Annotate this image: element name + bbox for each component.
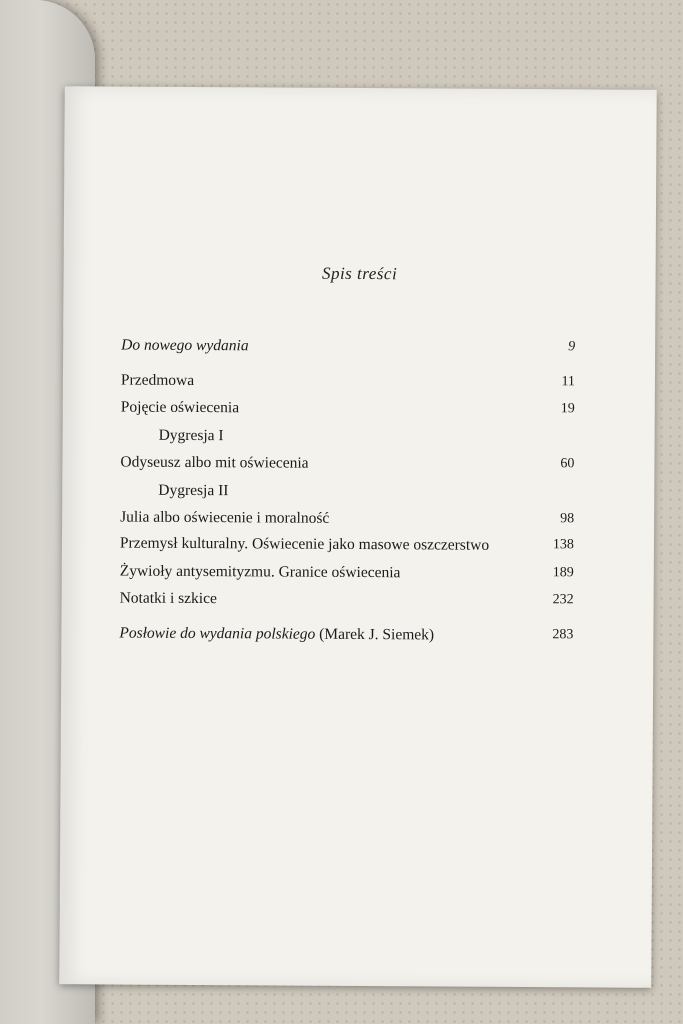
toc-entry-odyseusz (120, 454, 574, 481)
toc-entry-page: 232 (552, 592, 574, 608)
toc-entry-zywioly-antysemityzmu (120, 563, 574, 590)
toc-entry-label: Do nowego wydania (121, 336, 249, 355)
toc-entry-page: 11 (561, 374, 575, 390)
toc-entry-label: Dygresja I (158, 426, 224, 445)
toc-entry-page: 60 (560, 456, 575, 472)
toc-entry-page: 19 (560, 401, 575, 417)
toc-title: Spis treści (321, 263, 398, 284)
toc-entry-page: 9 (568, 339, 576, 355)
toc-entry-przedmowa (121, 372, 575, 399)
toc-entry-label-italic: Posłowie do wydania polskiego (119, 624, 316, 643)
toc-entry-label-author: (Marek J. Siemek) (315, 625, 435, 644)
toc-entry-dygresja-i (121, 427, 575, 454)
toc-entry-page: 189 (552, 565, 574, 581)
toc-entry-page: 98 (560, 511, 575, 527)
toc-entry-do-nowego-wydania (121, 337, 575, 364)
toc-entry-page: 138 (552, 537, 575, 553)
toc-entry-dygresja-ii (120, 482, 574, 509)
toc-entry-label: Julia albo oświecenie i moralność (120, 508, 330, 527)
book-page (59, 86, 656, 988)
toc-entry-label: Dygresja II (158, 481, 229, 500)
toc-entry-page: 283 (552, 627, 574, 643)
toc-entry-label: Odyseusz albo mit oświecenia (120, 453, 309, 472)
toc-entry-label: Notatki i szkice (119, 589, 217, 608)
toc-entry-przemysl-kulturalny (120, 535, 574, 562)
toc-entry-julia (120, 509, 574, 536)
toc-entry-label: Przemysł kulturalny. Oświecenie jako masowe oszczerstwo (119, 534, 490, 554)
toc-entry-label: Pojęcie oświecenia (120, 398, 240, 417)
toc-entry-label: Żywioły antysemityzmu. Granice oświecenia (119, 562, 401, 582)
toc-entry-label: Przedmowa (120, 371, 195, 389)
toc-entry-label (119, 625, 434, 645)
toc-entry-pojecie-oswiecenia (121, 399, 575, 426)
toc-entry-poslowie (119, 625, 573, 652)
toc-entry-notatki-i-szkice (120, 590, 574, 617)
